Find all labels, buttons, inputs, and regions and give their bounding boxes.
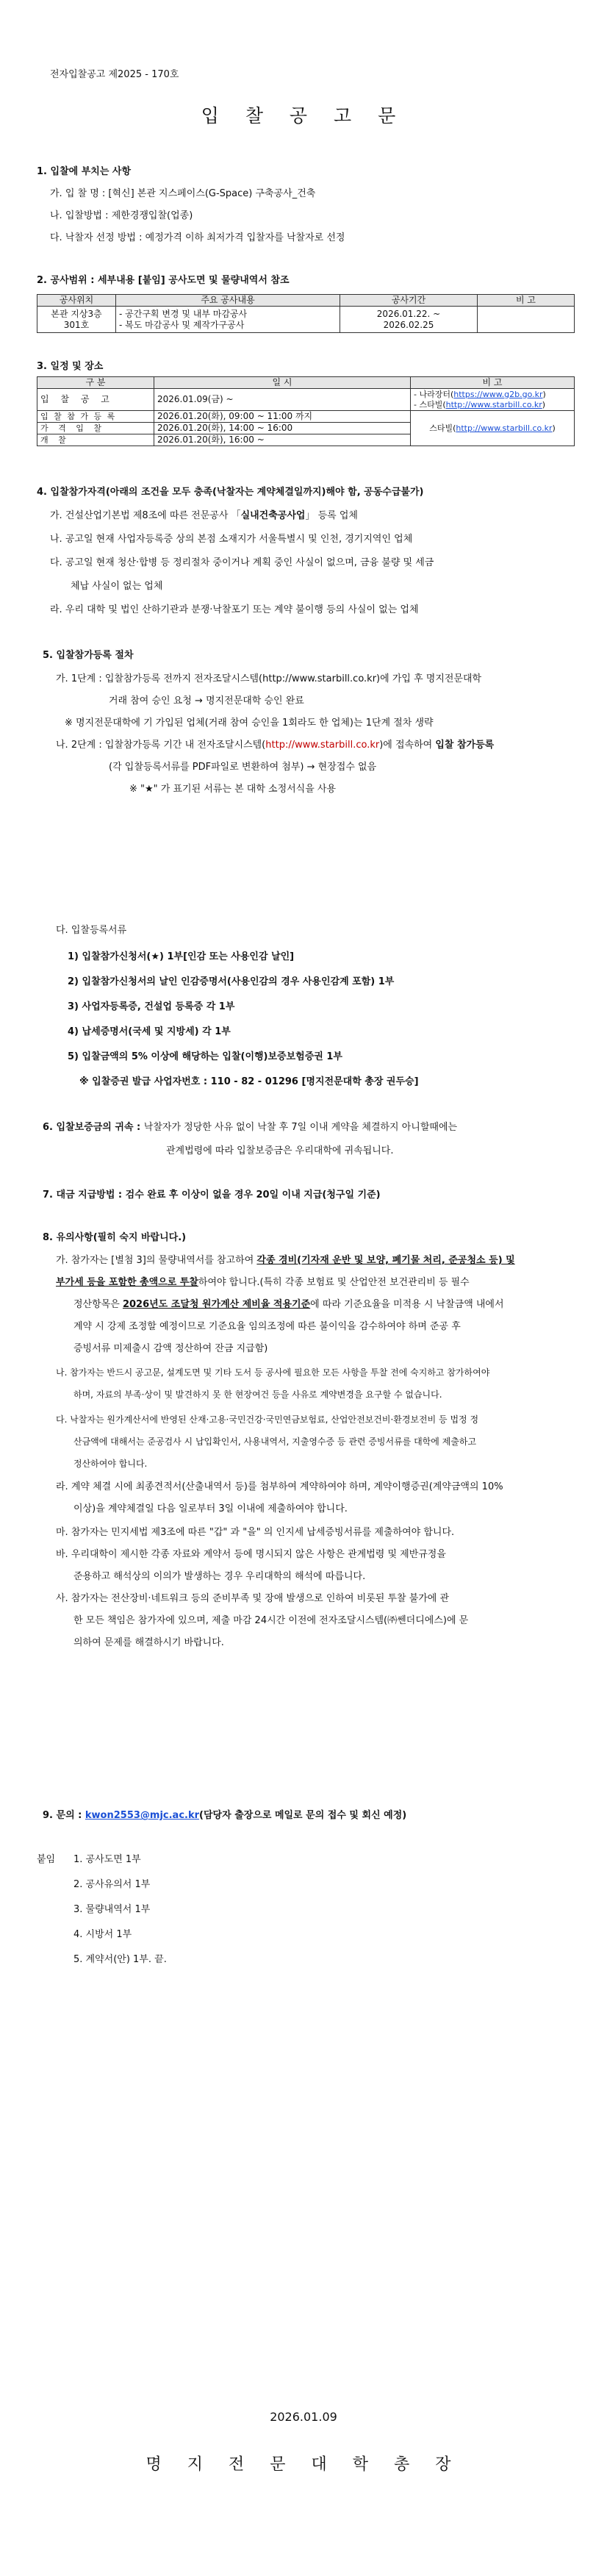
notice-number: 전자입찰공고 제2025 - 170호 [50, 69, 179, 80]
section-9-contact: 9. 문의 : kwon2553@mjc.ac.kr(담당자 출장으로 메일로 문의 접수 및 회신 예정) [43, 1810, 407, 1821]
attachments-label: 붙임 [37, 1854, 56, 1865]
schedule-time-announce: 2026.01.09(금) ~ [154, 389, 411, 411]
s4-item-d: 라. 우리 대학 및 법인 산하기관과 분쟁·낙찰포기 또는 계약 불이행 등의 사실이 없는 업체 [50, 604, 419, 615]
schedule-note-g2b: - 나라장터(https://www.g2b.go.kr) [414, 389, 546, 399]
schedule-label-bid: 가 격 입 찰 [37, 423, 154, 434]
signature: 명 지 전 문 대 학 총 장 [146, 2455, 461, 2474]
section-2-heading: 2. 공사범위 : 세부내용 [붙임] 공사도면 및 물량내역서 참조 [37, 275, 290, 286]
schedule-time-open: 2026.01.20(화), 16:00 ~ [154, 434, 411, 446]
section-6-line1: 6. 입찰보증금의 귀속 : 낙찰자가 정당한 사유 없이 낙찰 후 7일 이내 계약을 체결하지 아니할때에는 [43, 1122, 458, 1133]
s5-step1-cont: 거래 참여 승인 요청 → 명지전문대학 승인 완료 [109, 695, 304, 706]
s5-doc-1: 1) 입찰참가신청서(★) 1부[인감 또는 사용인감 날인] [68, 951, 295, 962]
s5-step2-note: ※ "★" 가 표기된 서류는 본 대학 소정서식을 사용 [129, 784, 337, 795]
section-3-heading: 3. 일정 및 장소 [37, 361, 104, 372]
attachment-3: 3. 물량내역서 1부 [73, 1904, 151, 1915]
schedule-time-bid: 2026.01.20(화), 14:00 ~ 16:00 [154, 423, 411, 434]
schedule-label-register: 입 찰 참 가 등 록 [37, 411, 154, 423]
s8-item-d: 라. 계약 체결 시에 최종견적서(산출내역서 등)를 첨부하여 계약하여야 하며, 계약이행증권(계약금액의 10% 이상)을 계약체결일 다음 일로부터 3일 이내에 제출하여야 합니다. [56, 1481, 503, 1514]
attachment-2: 2. 공사유의서 1부 [73, 1879, 151, 1890]
scope-header-location: 공사위치 [37, 295, 116, 307]
s5-bond-note: ※ 입찰증권 발급 사업자번호 : 110 - 82 - 01296 [명지전문대학 총장 권두승] [79, 1076, 419, 1087]
s5-step2: 나. 2단계 : 입찰참가등록 기간 내 전자조달시스템(http://www.starbill.co.kr)에 접속하여 입찰 참가등록 [56, 740, 495, 751]
scope-header-note: 비 고 [478, 295, 575, 307]
scope-note [478, 307, 575, 333]
s1-item-b: 나. 입찰방법 : 제한경쟁입찰(업종) [50, 210, 193, 221]
s4-item-b: 나. 공고일 현재 사업자등록증 상의 본점 소재지가 서울특별시 및 인천, 경기지역인 업체 [50, 534, 413, 545]
section-5-heading: 5. 입찰참가등록 절차 [43, 650, 134, 661]
section-6-line2: 관계법령에 따라 입찰보증금은 우리대학에 귀속됩니다. [166, 1145, 394, 1156]
s4-item-c2: 체납 사실이 없는 업체 [71, 581, 163, 592]
scope-header-period: 공사기간 [340, 295, 478, 307]
schedule-header-time: 일 시 [154, 377, 411, 389]
schedule-note-starbill: - 스타빌(http://www.starbill.co.kr) [414, 399, 546, 409]
s1-item-a: 가. 입 찰 명 : [혁신] 본관 지스페이스(G-Space) 구축공사_건축 [50, 188, 316, 199]
scope-content: - 공간구획 변경 및 내부 마감공사 - 복도 마감공사 및 제작가구공사 [116, 307, 340, 333]
attachment-4: 4. 시방서 1부 [73, 1929, 132, 1940]
s4-item-c1: 다. 공고일 현재 청산·합병 등 정리절차 중이거나 계획 중인 사실이 없으며, 금융 불량 및 세금 [50, 557, 434, 568]
page-title: 입 찰 공 고 문 [201, 105, 406, 126]
s5-step2-cont: (각 입찰등록서류를 PDF파일로 변환하여 첨부) → 현장접수 없음 [109, 762, 377, 773]
s5-doc-3: 3) 사업자등록증, 건설업 등록증 각 1부 [68, 1001, 235, 1012]
schedule-table [37, 376, 575, 446]
attachment-1: 1. 공사도면 1부 [73, 1854, 141, 1865]
url-link[interactable]: http://www.starbill.co.kr [456, 423, 553, 433]
schedule-header-type: 구 분 [37, 377, 154, 389]
scope-period: 2026.01.22. ~ 2026.02.25 [340, 307, 478, 333]
s1-item-c: 다. 낙찰자 선정 방법 : 예정가격 이하 최저가격 입찰자를 낙찰자로 선정 [50, 232, 345, 243]
url-link[interactable]: https://www.g2b.go.kr [453, 389, 543, 399]
section-4-heading: 4. 입찰참가자격(아래의 조건을 모두 충족(낙찰자는 계약체결일까지)해야 함, 공동수급불가) [37, 487, 424, 498]
section-7-heading: 7. 대금 지급방법 : 검수 완료 후 이상이 없을 경우 20일 이내 지급(청구일 기준) [43, 1189, 381, 1201]
s5-doc-5: 5) 입찰금액의 5% 이상에 해당하는 입찰(이행)보증보험증권 1부 [68, 1051, 342, 1062]
section-8-heading: 8. 유의사항(필히 숙지 바랍니다.) [43, 1232, 187, 1243]
s8-item-a: 가. 참가자는 [별첨 3]의 물량내역서를 참고하여 각종 경비(기자재 운반 및 보양, 폐기물 처리, 준공청소 등) 및 부가세 등을 포함한 총액으로 투찰하여야 합니다.(특히 각종 보험료 및 산업안전 보건관리비 등 필수 정산항목은 2026년도 조달청 원가계산 제비율 적용기준에 따라 기준요율을 미적용 시 낙찰금액 내에서 계약 시 강제 조정할 예정이므로 기준요율 임의조정에 따른 불이익을 감수하여야 하며 준공 후 증빙서류 미제출시 감액 정산하여 잔금 지급함) [56, 1255, 515, 1354]
scope-location: 본관 지상3층 301호 [37, 307, 116, 333]
notice-date: 2026.01.09 [270, 2410, 337, 2424]
scope-table [37, 294, 575, 333]
schedule-label-announce: 입 찰 공 고 [37, 389, 154, 411]
scope-header-content: 주요 공사내용 [116, 295, 340, 307]
s5-doc-2: 2) 입찰참가신청서의 날인 인감증명서(사용인감의 경우 사용인감계 포함) 1부 [68, 976, 395, 987]
s5-step1-note: ※ 명지전문대학에 기 가입된 업체(거래 참여 승인을 1회라도 한 업체)는 1단계 절차 생략 [65, 718, 434, 729]
s5-docs-heading: 다. 입찰등록서류 [56, 925, 127, 936]
schedule-time-register: 2026.01.20(화), 09:00 ~ 11:00 까지 [154, 411, 411, 423]
url-link[interactable]: http://www.starbill.co.kr [445, 399, 542, 409]
contact-email-link[interactable]: kwon2553@mjc.ac.kr [85, 1810, 200, 1821]
s8-item-b: 나. 참가자는 반드시 공고문, 설계도면 및 기타 도서 등 공사에 필요한 모든 사항을 투찰 전에 숙지하고 참가하여야 하며, 자료의 부족·상이 및 발견하지 못 한 현장여건 등을 사유로 계약변경을 요구할 수 없습니다. [56, 1367, 490, 1400]
schedule-header-note: 비 고 [411, 377, 575, 389]
schedule-note-system: 스타빌(http://www.starbill.co.kr) [411, 411, 575, 446]
starbill-link[interactable]: http://www.starbill.co.kr [265, 740, 380, 751]
s5-doc-4: 4) 납세증명서(국세 및 지방세) 각 1부 [68, 1026, 231, 1037]
s5-step1: 가. 1단계 : 입찰참가등록 전까지 전자조달시스템(http://www.starbill.co.kr)에 가입 후 명지전문대학 [56, 673, 482, 684]
section-1-heading: 1. 입찰에 부치는 사항 [37, 166, 132, 177]
s8-item-g: 사. 참가자는 전산장비·네트워크 등의 준비부족 및 장애 발생으로 인하여 비롯된 투찰 불가에 관 한 모든 책임은 참가자에 있으며, 제출 마감 24시간 이전에 전자조달시스템(㈜쎈더디에스)에 문 의하여 문제를 해결하시기 바랍니다. [56, 1593, 469, 1648]
schedule-label-open: 개 찰 [37, 434, 154, 446]
s8-item-f: 바. 우리대학이 제시한 각종 자료와 계약서 등에 명시되지 않은 사항은 관계법령 및 제반규정을 준용하고 해석상의 이의가 발생하는 경우 우리대학의 해석에 따릅니다. [56, 1549, 446, 1582]
s8-item-e: 마. 참가자는 민지세법 제3조에 따른 "갑" 과 "을" 의 인지세 납세증빙서류를 제출하여야 합니다. [56, 1527, 455, 1538]
s8-item-c: 다. 낙찰자는 원가계산서에 반영된 산재·고용·국민건강·국민연금보험료, 산업안전보건비·환경보전비 등 법정 정 산금액에 대해서는 준공검사 시 납입확인서, 사용내역서, 지출영수증 등 관련 증빙서류를 대학에 제출하고 정산하여야 합니다. [56, 1414, 479, 1469]
attachment-5: 5. 계약서(안) 1부. 끝. [73, 1954, 167, 1965]
s4-item-a: 가. 건설산업기본법 제8조에 따른 전문공사 「실내건축공사업」 등록 업체 [50, 510, 358, 521]
